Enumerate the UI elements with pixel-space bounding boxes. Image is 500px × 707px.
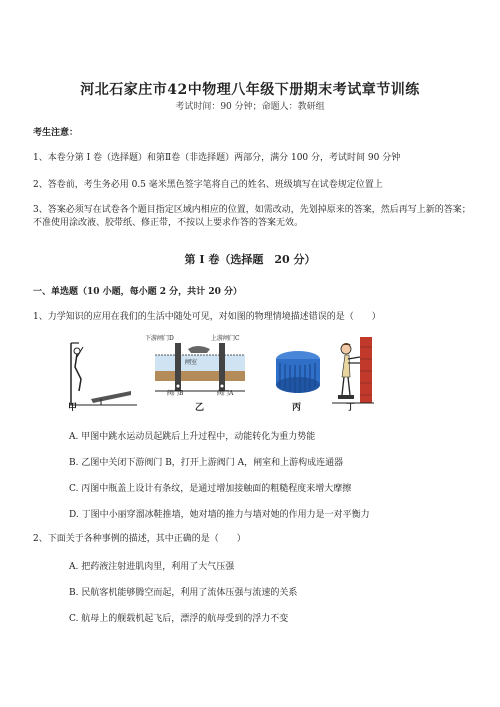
figure-label-ding: 丁 xyxy=(346,403,356,413)
downstream-gate-label: 下游闸门D xyxy=(145,335,174,342)
exam-title: 河北石家庄市42中物理八年级下册期末考试章节训练 xyxy=(80,82,420,98)
chamber-label: 闸室 xyxy=(185,359,198,366)
question-2-option-b[interactable]: B. 民航客机能够腾空而起，利用了流体压强与流速的关系 xyxy=(69,588,298,598)
notice-heading: 考生注意： xyxy=(33,128,79,138)
part-heading: 一、单选题（10 小题，每小题 2 分，共计 20 分） xyxy=(33,287,242,297)
question-1-option-c[interactable]: C. 丙图中瓶盖上设计有条纹，是通过增加接触面的粗糙程度来增大摩擦 xyxy=(69,484,352,494)
notice-item-3: 3、答案必须写在试卷各个题目指定区域内相应的位置，如需改动，先划掉原来的答案，然后再写上新的答案；不准使用涂改液、胶带纸、修正带，不按以上要求作答的答案无效。 xyxy=(33,205,471,228)
valve-a-label: 阀门A xyxy=(217,390,234,397)
question-2-option-c[interactable]: C. 航母上的舰载机起飞后，漂浮的航母受到的浮力不变 xyxy=(69,614,289,624)
figure-label-jia: 甲 xyxy=(68,403,78,413)
figure-label-yi: 乙 xyxy=(195,403,205,413)
notice-item-2: 2、答卷前，考生务必用 0.5 毫米黑色签字笔将自己的姓名、班级填写在试卷规定位置上 xyxy=(33,180,383,190)
bottle-cap-figure xyxy=(270,349,326,395)
question-1-stem: 1、力学知识的应用在我们的生活中随处可见，对如图的物理情境描述错误的是（ ） xyxy=(33,312,381,322)
question-2-stem: 2、下面关于各种事例的描述，其中正确的是（ ） xyxy=(33,534,246,544)
notice-item-1: 1、本卷分第 I 卷（选择题）和第Ⅱ卷（非选择题）两部分，满分 100 分，考试时间 90 分钟 xyxy=(33,153,401,163)
figure-label-bing: 丙 xyxy=(292,403,302,413)
section-title: 第 I 卷（选择题 20 分） xyxy=(184,253,316,266)
question-1-option-a[interactable]: A. 甲图中跳水运动员起跳后上升过程中，动能转化为重力势能 xyxy=(69,432,316,442)
exam-subtitle: 考试时间：90 分钟；命题人：教研组 xyxy=(175,102,325,112)
question-1-option-d[interactable]: D. 丁图中小丽穿溜冰鞋推墙，她对墙的推力与墙对她的作用力是一对平衡力 xyxy=(69,510,370,520)
question-2-option-a[interactable]: A. 把药液注射进肌肉里，利用了大气压强 xyxy=(69,562,235,572)
question-1-option-b[interactable]: B. 乙图中关闭下游阀门 B，打开上游阀门 A，闸室和上游构成连通器 xyxy=(69,458,344,468)
valve-b-label: 阀门B xyxy=(167,390,184,397)
upstream-gate-label: 上游闸门C xyxy=(211,335,240,342)
question-1-figures xyxy=(65,333,365,413)
